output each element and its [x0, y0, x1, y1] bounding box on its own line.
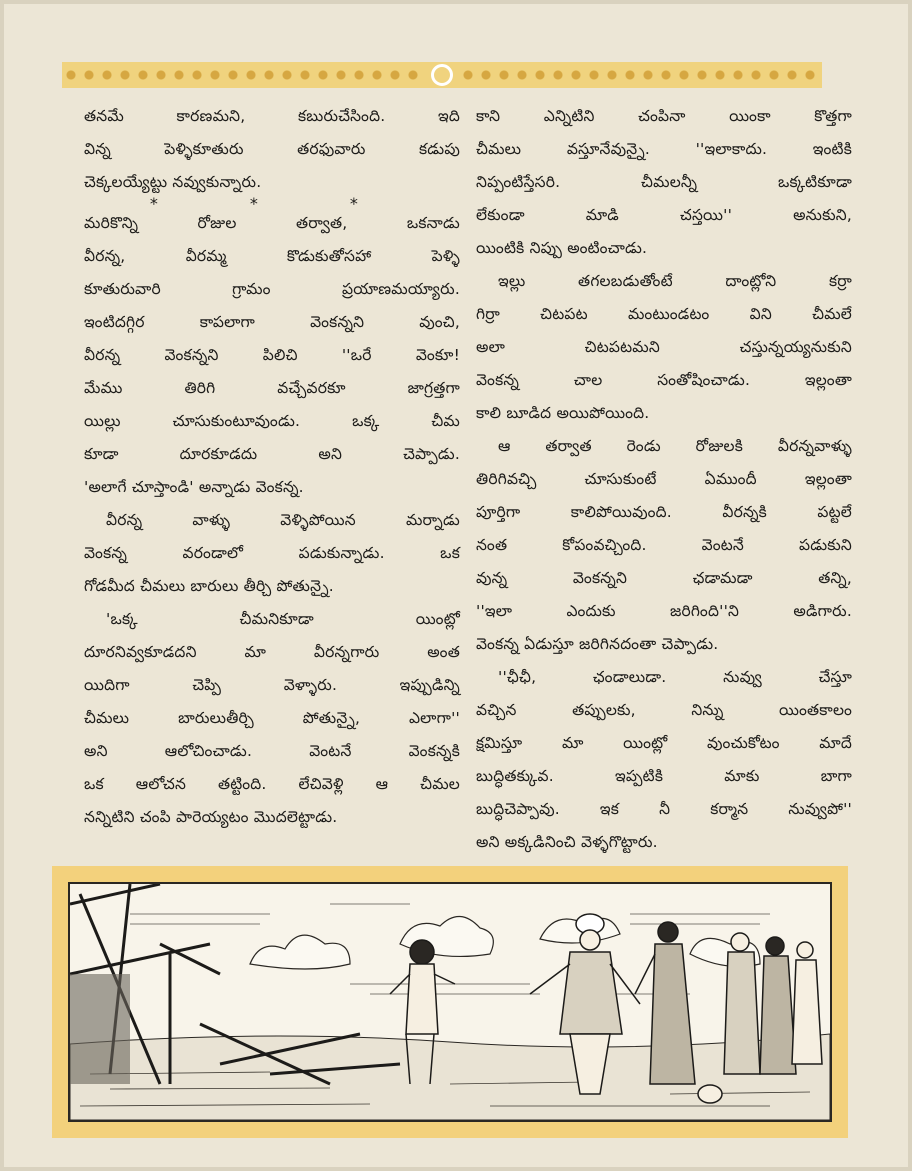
text-line: కూతురువారి గ్రామం ప్రయాణమయ్యారు.: [84, 280, 460, 298]
text-line: అని అక్కడినించి వెళ్ళగొట్టారు.: [476, 833, 658, 851]
section-break-star: *: [249, 194, 259, 213]
text-line: అలా చిటపటమని చస్తున్నయ్యనుకుని: [476, 338, 852, 356]
text-line: అని ఆలోచించాడు. వెంటనే వెంకన్నకి: [84, 742, 460, 760]
text-line: నిప్పంటిస్తేసరి. చీమలన్నీ ఒక్కటికూడా: [476, 173, 852, 191]
text-line: గోడమీద చీమలు బారులు తీర్చి పోతున్నై.: [84, 577, 334, 595]
text-line: ''ఇలా ఎందుకు జరిగింది''ని అడిగారు.: [476, 602, 852, 620]
text-line: క్షమిస్తూ మా యింట్లో వుంచుకోటం మాదే: [476, 734, 852, 752]
text-line: చీమలు వస్తూనేవున్నై. ''ఇలాకాదు. ఇంటికి: [476, 140, 852, 158]
text-line: తనమే కారణమని, కబురుచేసింది. ఇది: [84, 107, 460, 125]
text-line: పూర్తిగా కాలిపోయివుంది. వీరన్నకి పట్టలే: [476, 503, 852, 521]
text-line: కూడా దూరకూడదు అని చెప్పాడు.: [84, 445, 460, 463]
text-line: ఆ తర్వాత రెండు రోజులకి వీరన్నవాళ్ళు: [498, 437, 852, 455]
burned-house-scene-illustration: [68, 882, 832, 1122]
decorative-header-band: [62, 62, 822, 88]
text-line: యింటికి నిప్పు అంటించాడు.: [476, 239, 648, 257]
text-line: ఇంటిదగ్గిర కాపలాగా వెంకన్నని వుంచి,: [84, 313, 460, 331]
text-line: వీరన్న వెంకన్నని పిలిచి ''ఒరే వెంకూ!: [84, 346, 460, 364]
text-line: ''ఛీఛీ, ఛండాలుడా. నువ్వు చేస్తూ: [498, 668, 852, 686]
text-line: లేకుండా మాడి చస్తయి'' అనుకుని,: [476, 206, 852, 224]
ornament-center-ring: [431, 64, 453, 86]
text-column-right: [476, 100, 852, 859]
text-line: తిరిగివచ్చి చూసుకుంటే ఏముందీ ఇల్లంతా: [476, 470, 852, 488]
text-line: యిదిగా చెప్పి వెళ్ళారు. ఇప్పుడిన్ని: [84, 676, 460, 694]
text-line: 'ఒక్క చీమనికూడా యింట్లో: [106, 610, 460, 628]
section-break-star: *: [149, 194, 159, 213]
flower-ornament-right: [459, 62, 822, 88]
text-line: విన్న పెళ్ళికూతురు తరఫువారు కడుపు: [84, 140, 460, 158]
text-line: చెక్కలయ్యేట్టు నవ్వుకున్నారు.: [84, 173, 262, 191]
illustration-frame: [52, 866, 848, 1138]
text-line: దూరనివ్వకూడదని మా వీరన్నగారు అంత: [84, 643, 460, 661]
text-line: బుద్ధిచెప్పావు. ఇక నీ కర్మాన నువ్వుపో'': [476, 800, 852, 818]
text-line: 'అలాగే చూస్తాండి' అన్నాడు వెంకన్న.: [84, 478, 304, 496]
text-line: ఒక ఆలోచన తట్టింది. లేచివెళ్లి ఆ చీమల: [84, 775, 460, 793]
text-line: వీరన్న వాళ్ళు వెళ్ళిపోయిన మర్నాడు: [106, 511, 460, 529]
text-line: వెంకన్న ఏడుస్తూ జరిగినదంతా చెప్పాడు.: [476, 635, 719, 653]
text-line: కాని ఎన్నిటిని చంపినా యింకా కొత్తగా: [476, 107, 852, 125]
text-line: వెంకన్న వరండాలో పడుకున్నాడు. ఒక: [84, 544, 460, 562]
text-line: మరికొన్ని రోజుల తర్వాత, ఒకనాడు: [84, 214, 460, 232]
text-line: ఇల్లు తగలబడుతోంటే దాంట్లోని కర్రా: [498, 272, 852, 290]
text-line: వీరన్న, వీరమ్మ కొడుకుతోసహా పెళ్ళి: [84, 247, 460, 265]
text-line: చీమలు బారులుతీర్చి పోతున్నై, ఎలాగా'': [84, 709, 460, 727]
text-line: వెంకన్న చాల సంతోషించాడు. ఇల్లంతా: [476, 371, 852, 389]
text-column-left: [84, 100, 460, 834]
illustration-drawing: [70, 884, 830, 1120]
text-line: యిల్లు చూసుకుంటూవుండు. ఒక్క చీమ: [84, 412, 460, 430]
text-line: నంత కోపంవచ్చింది. వెంటనే పడుకుని: [476, 536, 852, 554]
text-line: గిర్రా చిటపట మంటుండటం విని చీమలే: [476, 305, 853, 323]
text-line: వచ్చిన తప్పులకు, నిన్ను యింతకాలం: [476, 701, 852, 719]
flower-ornament-left: [62, 62, 425, 88]
text-line: కాలి బూడిద అయిపోయింది.: [476, 404, 650, 422]
text-line: వున్న వెంకన్నని ఛడామడా తన్ని,: [476, 569, 852, 587]
text-line: నన్నిటిని చంపి పారెయ్యటం మొదలెట్టాడు.: [84, 808, 338, 826]
text-line: మేము తిరిగి వచ్చేవరకూ జాగ్రత్తగా: [84, 379, 460, 397]
text-line: బుద్ధితక్కువ. ఇప్పటికి మాకు బాగా: [476, 767, 852, 785]
section-break-star: *: [349, 194, 359, 213]
